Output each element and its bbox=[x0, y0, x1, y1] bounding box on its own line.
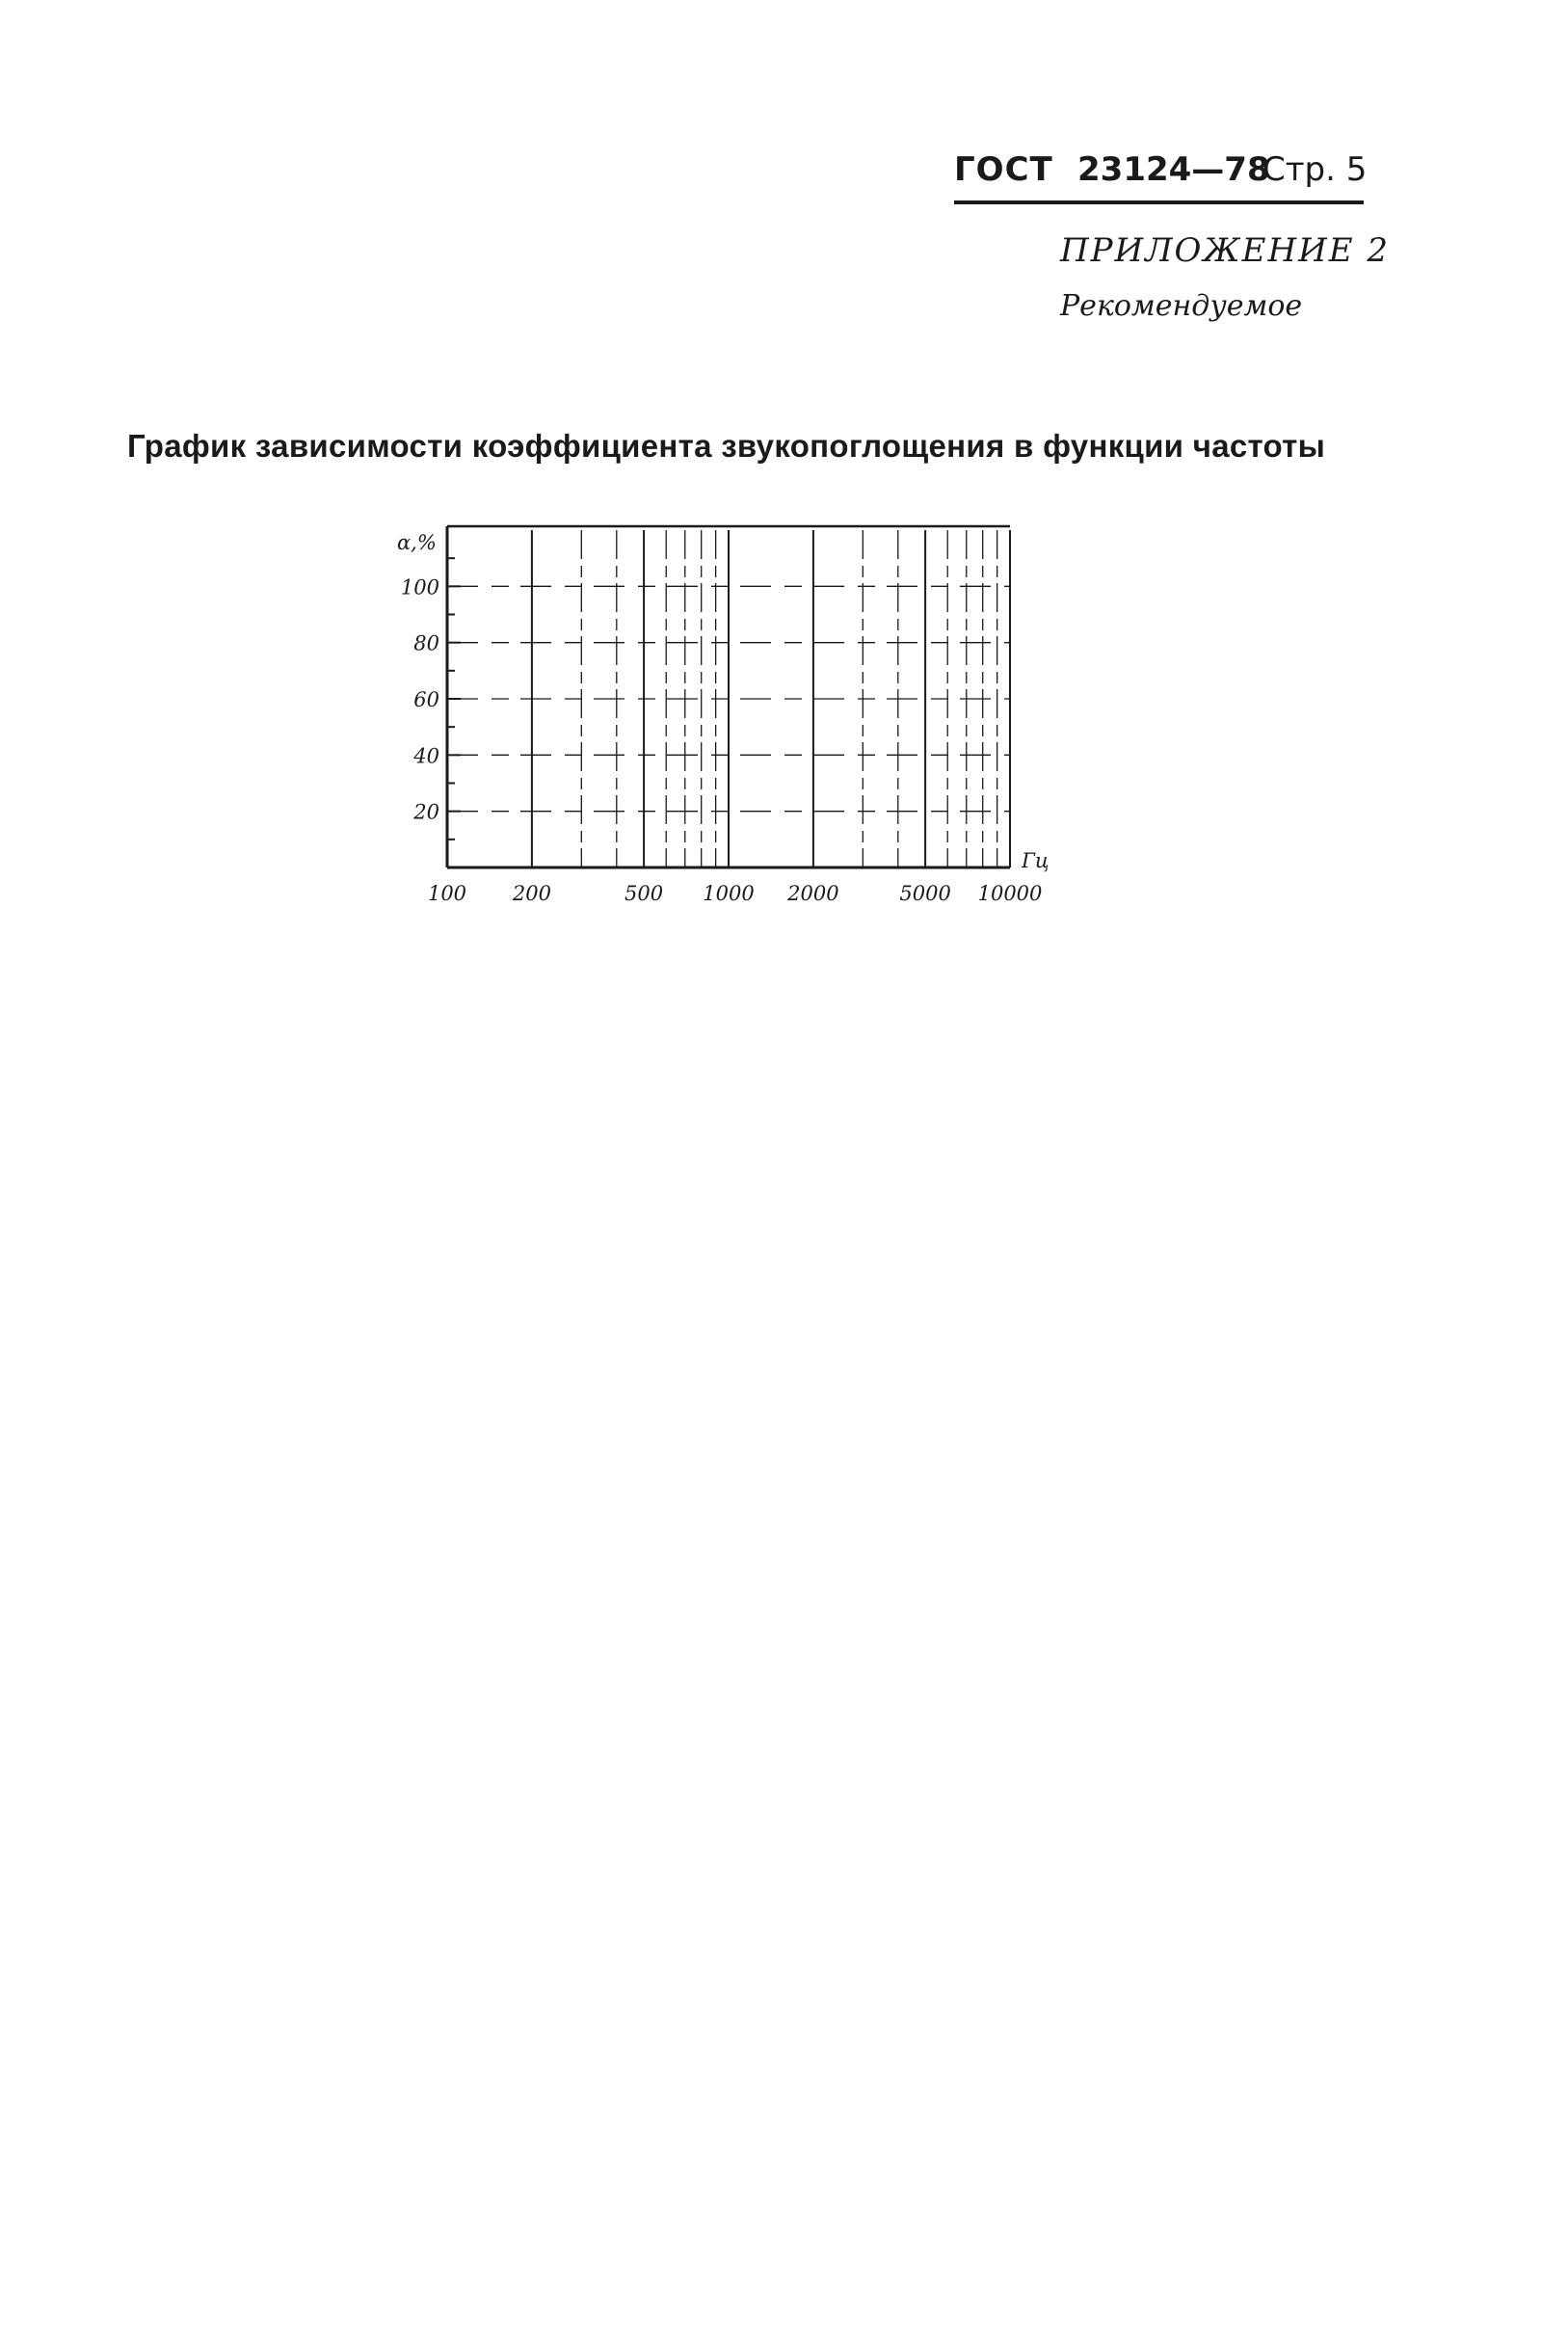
x-tick-label: 5000 bbox=[899, 882, 951, 905]
x-tick-label: 2000 bbox=[787, 882, 839, 905]
x-tick-label: 200 bbox=[512, 882, 551, 905]
y-tick-label: 100 bbox=[400, 575, 439, 600]
x-tick-label: 1000 bbox=[703, 882, 755, 905]
x-tick-label: 10000 bbox=[977, 882, 1043, 905]
appendix-note: Рекомендуемое bbox=[1060, 289, 1303, 323]
y-tick-label: 40 bbox=[413, 744, 439, 768]
standard-code: ГОСТ bbox=[954, 150, 1053, 189]
appendix-title: ПРИЛОЖЕНИЕ 2 bbox=[1060, 231, 1391, 270]
page-number: Стр. 5 bbox=[1262, 150, 1368, 189]
y-tick-label: 60 bbox=[413, 688, 439, 711]
header-rule bbox=[954, 200, 1364, 204]
chart-grid bbox=[447, 530, 1010, 867]
x-tick-label: 500 bbox=[625, 882, 664, 905]
x-axis-label: Гц bbox=[1022, 849, 1050, 872]
page-header bbox=[954, 150, 1369, 199]
x-tick-label: 100 bbox=[427, 882, 467, 905]
y-axis-label: α,% bbox=[397, 531, 437, 554]
standard-number: 23124—78 bbox=[1077, 150, 1270, 189]
y-tick-label: 80 bbox=[413, 631, 439, 655]
absorption-chart bbox=[385, 501, 1060, 925]
figure-caption: График зависимости коэффициента звукопоглощения в функции частоты bbox=[127, 428, 1326, 464]
y-tick-label: 20 bbox=[413, 800, 439, 824]
chart-ticks bbox=[401, 558, 1043, 905]
